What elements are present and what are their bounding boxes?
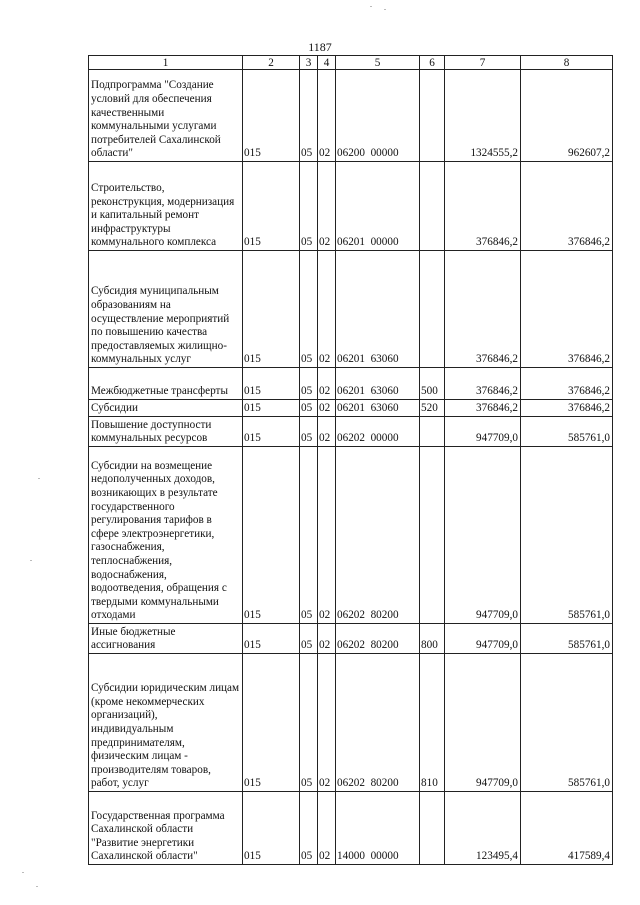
cell-amount-year-2: 962607,2 bbox=[521, 70, 613, 162]
cell-section: 05 bbox=[300, 162, 318, 251]
column-header: 7 bbox=[445, 56, 521, 70]
cell-amount-year-1: 947709,0 bbox=[445, 654, 521, 792]
cell-amount-year-2: 585761,0 bbox=[521, 417, 613, 447]
cell-ministry: 015 bbox=[243, 417, 300, 447]
cell-target-article: 06202 80200 bbox=[336, 447, 420, 624]
cell-target-article: 06202 00000 bbox=[336, 417, 420, 447]
cell-section: 05 bbox=[300, 624, 318, 654]
cell-subsection: 02 bbox=[318, 70, 336, 162]
cell-ministry: 015 bbox=[243, 624, 300, 654]
cell-section: 05 bbox=[300, 792, 318, 865]
cell-amount-year-2: 585761,0 bbox=[521, 624, 613, 654]
cell-target-article: 06201 63060 bbox=[336, 400, 420, 417]
cell-amount-year-2: 417589,4 bbox=[521, 792, 613, 865]
cell-section: 05 bbox=[300, 400, 318, 417]
budget-table bbox=[88, 55, 613, 865]
scan-speck bbox=[22, 872, 24, 873]
cell-section: 05 bbox=[300, 654, 318, 792]
table-row bbox=[89, 162, 613, 251]
table-row bbox=[89, 251, 613, 368]
cell-expense-type bbox=[420, 162, 445, 251]
cell-section: 05 bbox=[300, 417, 318, 447]
row-name: Повышение доступности коммунальных ресурсов bbox=[89, 417, 243, 447]
column-header: 2 bbox=[243, 56, 300, 70]
cell-subsection: 02 bbox=[318, 624, 336, 654]
cell-target-article: 06201 63060 bbox=[336, 368, 420, 400]
cell-ministry: 015 bbox=[243, 792, 300, 865]
cell-subsection: 02 bbox=[318, 162, 336, 251]
column-header: 5 bbox=[336, 56, 420, 70]
scan-speck bbox=[30, 560, 32, 561]
column-header: 3 bbox=[300, 56, 318, 70]
cell-amount-year-1: 376846,2 bbox=[445, 251, 521, 368]
cell-expense-type: 800 bbox=[420, 624, 445, 654]
table-header-row bbox=[89, 56, 613, 70]
cell-amount-year-1: 376846,2 bbox=[445, 400, 521, 417]
cell-expense-type bbox=[420, 251, 445, 368]
cell-section: 05 bbox=[300, 368, 318, 400]
scan-speck bbox=[370, 6, 372, 7]
table-row bbox=[89, 417, 613, 447]
row-name: Межбюджетные трансферты bbox=[89, 368, 243, 400]
cell-target-article: 14000 00000 bbox=[336, 792, 420, 865]
cell-amount-year-2: 376846,2 bbox=[521, 368, 613, 400]
cell-ministry: 015 bbox=[243, 70, 300, 162]
table-row bbox=[89, 400, 613, 417]
row-name: Государственная программа Сахалинской области "Развитие энергетики Сахалинской области" bbox=[89, 792, 243, 865]
cell-amount-year-2: 376846,2 bbox=[521, 162, 613, 251]
cell-amount-year-1: 947709,0 bbox=[445, 417, 521, 447]
cell-amount-year-2: 585761,0 bbox=[521, 447, 613, 624]
cell-amount-year-1: 947709,0 bbox=[445, 624, 521, 654]
column-header: 1 bbox=[89, 56, 243, 70]
cell-ministry: 015 bbox=[243, 447, 300, 624]
column-header: 4 bbox=[318, 56, 336, 70]
row-name: Подпрограмма "Создание условий для обеспечения качественными коммунальными услугами потребителей Сахалинской области" bbox=[89, 70, 243, 162]
cell-expense-type: 810 bbox=[420, 654, 445, 792]
cell-ministry: 015 bbox=[243, 654, 300, 792]
cell-expense-type: 500 bbox=[420, 368, 445, 400]
cell-ministry: 015 bbox=[243, 251, 300, 368]
cell-target-article: 06202 80200 bbox=[336, 654, 420, 792]
cell-section: 05 bbox=[300, 251, 318, 368]
cell-section: 05 bbox=[300, 70, 318, 162]
cell-subsection: 02 bbox=[318, 792, 336, 865]
cell-amount-year-1: 123495,4 bbox=[445, 792, 521, 865]
cell-ministry: 015 bbox=[243, 400, 300, 417]
page-number: 1187 bbox=[308, 40, 332, 54]
cell-expense-type bbox=[420, 792, 445, 865]
row-name: Иные бюджетные ассигнования bbox=[89, 624, 243, 654]
row-name: Субсидии на возмещение недополученных доходов, возникающих в результате государственного регулирования тарифов в сфере электроэнергетики, газоснабжения, теплоснабжения, водоснабжения, водоотведения, обращения с твердыми коммунальными отходами bbox=[89, 447, 243, 624]
row-name: Субсидии bbox=[89, 400, 243, 417]
table-row bbox=[89, 447, 613, 624]
cell-amount-year-1: 1324555,2 bbox=[445, 70, 521, 162]
table-row bbox=[89, 624, 613, 654]
scan-speck bbox=[38, 478, 40, 479]
table-row bbox=[89, 70, 613, 162]
cell-target-article: 06201 63060 bbox=[336, 251, 420, 368]
cell-target-article: 06202 80200 bbox=[336, 624, 420, 654]
table-row bbox=[89, 654, 613, 792]
cell-amount-year-2: 376846,2 bbox=[521, 400, 613, 417]
cell-amount-year-1: 376846,2 bbox=[445, 162, 521, 251]
cell-subsection: 02 bbox=[318, 417, 336, 447]
row-name: Субсидии юридическим лицам (кроме некоммерческих организаций), индивидуальным предпринимателям, физическим лицам - производителям товаров, работ, услуг bbox=[89, 654, 243, 792]
row-name: Строительство, реконструкция, модернизация и капитальный ремонт инфраструктуры коммунального комплекса bbox=[89, 162, 243, 251]
cell-amount-year-2: 585761,0 bbox=[521, 654, 613, 792]
cell-subsection: 02 bbox=[318, 654, 336, 792]
cell-amount-year-1: 376846,2 bbox=[445, 368, 521, 400]
table-row bbox=[89, 792, 613, 865]
cell-subsection: 02 bbox=[318, 447, 336, 624]
table-row bbox=[89, 368, 613, 400]
cell-subsection: 02 bbox=[318, 368, 336, 400]
column-header: 6 bbox=[420, 56, 445, 70]
row-name: Субсидия муниципальным образованиям на осуществление мероприятий по повышению качества предоставляемых жилищно-коммунальных услуг bbox=[89, 251, 243, 368]
cell-expense-type bbox=[420, 447, 445, 624]
cell-amount-year-1: 947709,0 bbox=[445, 447, 521, 624]
cell-target-article: 06201 00000 bbox=[336, 162, 420, 251]
scan-speck bbox=[36, 886, 38, 887]
scan-speck bbox=[384, 9, 386, 10]
cell-amount-year-2: 376846,2 bbox=[521, 251, 613, 368]
cell-ministry: 015 bbox=[243, 162, 300, 251]
cell-expense-type bbox=[420, 417, 445, 447]
cell-subsection: 02 bbox=[318, 400, 336, 417]
cell-expense-type: 520 bbox=[420, 400, 445, 417]
cell-ministry: 015 bbox=[243, 368, 300, 400]
column-header: 8 bbox=[521, 56, 613, 70]
cell-target-article: 06200 00000 bbox=[336, 70, 420, 162]
cell-section: 05 bbox=[300, 447, 318, 624]
cell-expense-type bbox=[420, 70, 445, 162]
cell-subsection: 02 bbox=[318, 251, 336, 368]
